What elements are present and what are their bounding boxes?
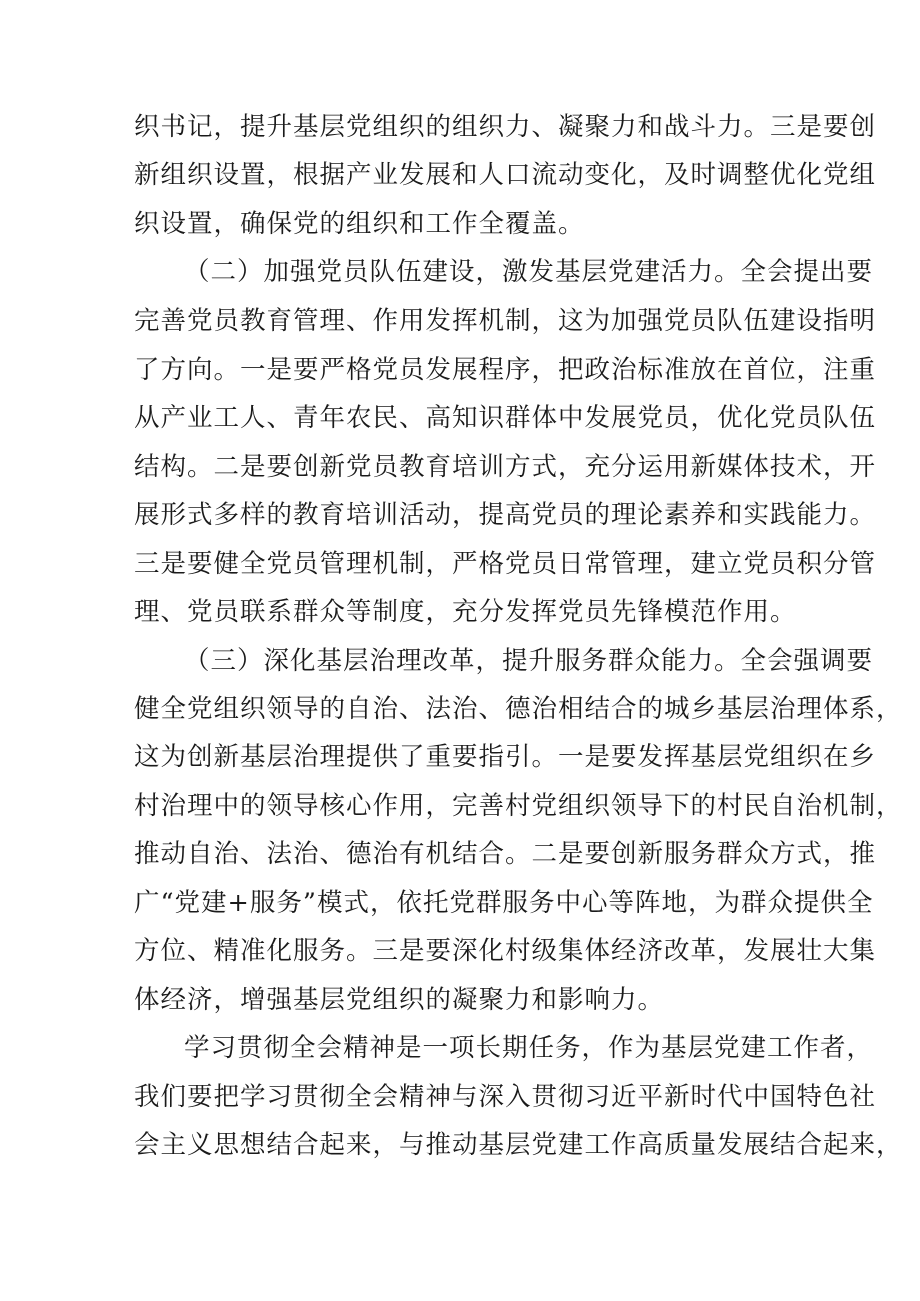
text-line: 我们要把学习贯彻全会精神与深入贯彻习近平新时代中国特色社	[134, 1082, 877, 1112]
text-line: 推动自治、法治、德治有机结合。二是要创新服务群众方式，推	[134, 839, 877, 869]
text-line: 织设置，确保党的组织和工作全覆盖。	[134, 209, 585, 239]
text-line: 了方向。一是要严格党员发展程序，把政治标准放在首位，注重	[134, 355, 877, 385]
paragraph-start-line: 学习贯彻全会精神是一项长期任务，作为基层党建工作者，	[184, 1033, 874, 1063]
text-line: 会主义思想结合起来，与推动基层党建工作高质量发展结合起来，	[134, 1130, 903, 1160]
text-line: 三是要健全党员管理机制，严格党员日常管理，建立党员积分管	[134, 549, 877, 579]
text-line: 广“党建+服务”模式，依托党群服务中心等阵地，为群众提供全	[134, 888, 874, 918]
section-heading-line: （二）加强党员队伍建设，激发基层党建活力。全会提出要	[184, 257, 874, 287]
text-line: 理、党员联系群众等制度，充分发挥党员先锋模范作用。	[134, 597, 797, 627]
text-line: 织书记，提升基层党组织的组织力、凝聚力和战斗力。三是要创	[134, 112, 877, 142]
text-line: 这为创新基层治理提供了重要指引。一是要发挥基层党组织在乡	[134, 742, 877, 772]
text-line: 结构。二是要创新党员教育培训方式，充分运用新媒体技术，开	[134, 452, 877, 482]
text-line: 健全党组织领导的自治、法治、德治相结合的城乡基层治理体系，	[134, 694, 903, 724]
text-line: 展形式多样的教育培训活动，提高党员的理论素养和实践能力。	[134, 500, 877, 530]
text-line: 完善党员教育管理、作用发挥机制，这为加强党员队伍建设指明	[134, 306, 877, 336]
text-line: 体经济，增强基层党组织的凝聚力和影响力。	[134, 985, 665, 1015]
text-line: 村治理中的领导核心作用，完善村党组织领导下的村民自治机制，	[134, 791, 903, 821]
text-line: 方位、精准化服务。三是要深化村级集体经济改革，发展壮大集	[134, 936, 877, 966]
section-heading-line: （三）深化基层治理改革，提升服务群众能力。全会强调要	[184, 646, 874, 676]
text-line: 新组织设置，根据产业发展和人口流动变化，及时调整优化党组	[134, 160, 877, 190]
text-line: 从产业工人、青年农民、高知识群体中发展党员，优化党员队伍	[134, 403, 877, 433]
